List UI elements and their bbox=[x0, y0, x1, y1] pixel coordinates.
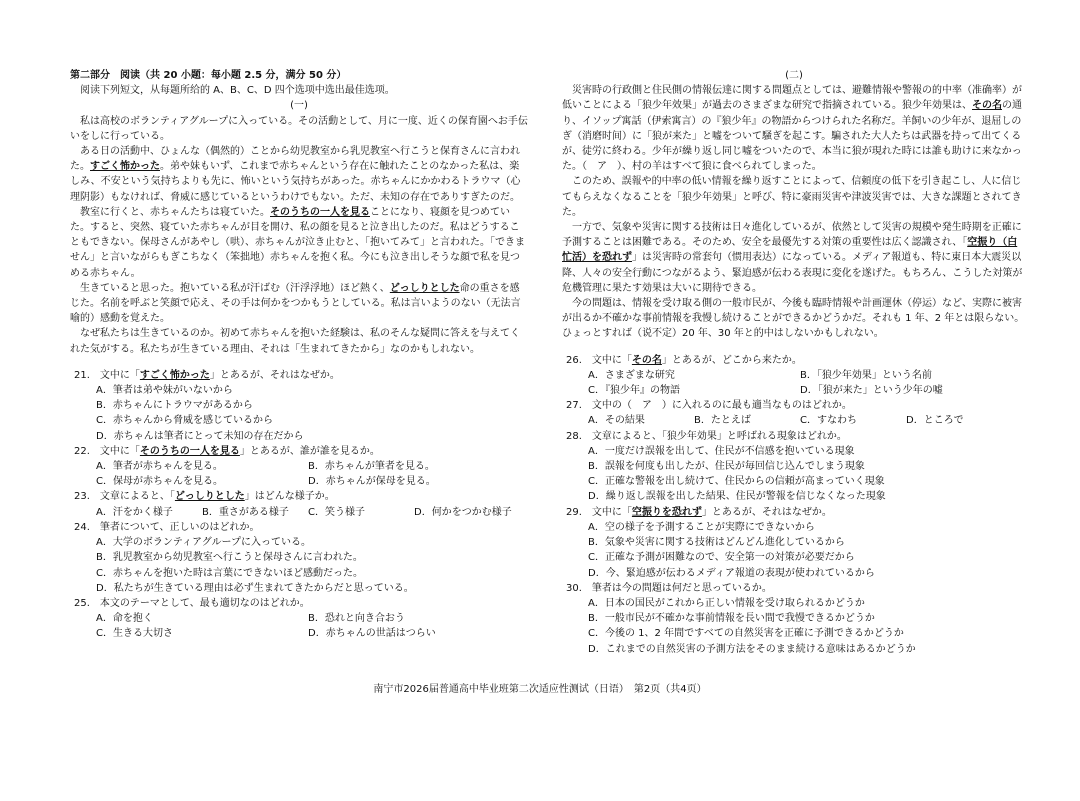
question-30 bbox=[562, 581, 1026, 657]
question-stem bbox=[562, 505, 1026, 520]
option-d: D．今、緊迫感が伝わるメディア報道の表現が使われているから bbox=[588, 567, 875, 579]
option-a: A．大学のボランティアグループに入っている。 bbox=[96, 537, 311, 549]
section-title: 第二部分 阅读（共 20 小题：每小题 2.5 分，满分 50 分） bbox=[70, 70, 347, 81]
text: 26. 文中に「 bbox=[566, 354, 632, 366]
text: ことになり、寝顔を見つめていた。すると、突然、寝ていた赤ちゃんが目を開け、私の顔を見ると泣き出したのだ。私はどうすることもできない。保母さんがあやし（哄）、赤ちゃんが泣き止むと、「抱いてみて」と言われた。「できません」と言いながらもぎこちなく（笨拙地）赤ちゃんを抱く私。今にも泣き出しそうな顔で私を見つめる赤ちゃん。 bbox=[70, 206, 525, 279]
option-a: A．一度だけ誤報を出して、住民が不信感を抱いている現象 bbox=[588, 445, 855, 457]
text: 」はどんな様子か。 bbox=[244, 491, 335, 503]
question-stem bbox=[70, 489, 528, 504]
option-b: B．気象や災害に関する技術はどんどん進化しているから bbox=[588, 537, 845, 549]
option-b: B．赤ちゃんが筆者を見る。 bbox=[308, 461, 435, 473]
question-stem: 24. 筆者について、正しいのはどれか。 bbox=[74, 521, 260, 533]
option-d: D．赤ちゃんは筆者にとって未知の存在だから bbox=[96, 430, 304, 442]
option-row bbox=[70, 611, 528, 626]
option-d: D．繰り返し誤報を出した結果、住民が警報を信じなくなった現象 bbox=[588, 491, 886, 503]
option-c: C．保母が赤ちゃんを見る。 bbox=[96, 476, 223, 488]
option-d: D．赤ちゃんの世話はつらい bbox=[308, 628, 436, 640]
left-column bbox=[70, 68, 528, 642]
option-row bbox=[562, 413, 1026, 428]
right-column bbox=[562, 68, 1026, 657]
text: 」とあるが、誰が誰を見るか。 bbox=[239, 445, 380, 457]
option-b: B．誤報を何度も出したが、住民が毎回信じ込んでしまう現象 bbox=[588, 461, 865, 473]
option-c: C．正確な警報を出し続けて、住民からの信頼が高まっていく現象 bbox=[588, 476, 885, 488]
question-29 bbox=[562, 505, 1026, 581]
passage2-paragraph-1 bbox=[562, 83, 1026, 174]
passage1-label: (一) bbox=[290, 100, 308, 112]
option-d: D．ところで bbox=[906, 415, 964, 427]
passage1-paragraph-1: 私は高校のボランティアグループに入っている。その活動として、月に一度、近くの保育園へお手伝いをしに行っている。 bbox=[70, 115, 528, 142]
question-stem bbox=[562, 353, 1026, 368]
option-row bbox=[70, 626, 528, 641]
option-a: A．日本の国民がこれから正しい情報を受け取られるかどうか bbox=[588, 597, 865, 609]
underlined-phrase: そのうちの一人を見る bbox=[139, 445, 240, 457]
option-c: C．正確な予測が困難なので、安全第一の対策が必要だから bbox=[588, 552, 855, 564]
option-b: B．恐れと向き合おう bbox=[308, 613, 405, 625]
text: 生きていると思った。抱いている私が汗ばむ（汗浮浮地）ほど熱く、 bbox=[80, 282, 390, 294]
question-25 bbox=[70, 596, 528, 642]
passage1-paragraph-5: なぜ私たちは生きているのか。初めて赤ちゃんを抱いた経験は、私のそんな疑問に答えを与えてくれた気がする。私たちが生きている理由、それは「生まれてきたから」なのかもしれない。 bbox=[70, 328, 520, 355]
option-c: C．今後の 1、2 年間ですべての自然災害を正確に予測できるかどうか bbox=[588, 628, 904, 640]
option-d: D．赤ちゃんが保母を見る。 bbox=[308, 476, 436, 488]
option-a: A．その結果 bbox=[588, 415, 645, 427]
underlined-phrase: その名 bbox=[972, 100, 1002, 112]
passage1-paragraph-4 bbox=[70, 281, 528, 327]
option-c: C．生きる大切さ bbox=[96, 628, 173, 640]
instructions: 阅读下列短文，从每题所给的 A、B、C、D 四个选项中选出最佳选项。 bbox=[80, 85, 395, 97]
passage2-paragraph-3 bbox=[562, 220, 1026, 296]
text: 命の重さを感じた。名前を呼ぶと笑顔で応え、その手は何かをつかもうとしている。私は言いようのない（无法言喻的）感動を覚えた。 bbox=[70, 282, 521, 325]
underlined-phrase: 空振り（白忙活）を恐れず bbox=[562, 237, 1018, 264]
passage2-label: (二) bbox=[785, 70, 803, 81]
option-a: A．筆者は弟や妹がいないから bbox=[96, 385, 233, 397]
option-a: A．空の様子を予測することが実際にできないから bbox=[588, 521, 815, 533]
text: 」は災害時の常套句（惯用表达）になっている。メディア報道も、特に東日本大震災以降、人々の安全行動につながるよう、緊迫感が伝わる表現に変化を遂げた。もちろん、こうした対策が危機管理に果たす効果は大いに期待できる。 bbox=[562, 252, 1023, 294]
option-d: D．これまでの自然災害の予測方法をそのまま続ける意味はあるかどうか bbox=[588, 643, 916, 655]
option-c: C．笑う様子 bbox=[308, 506, 365, 518]
option-b: B．「狼少年効果」という名前 bbox=[800, 369, 932, 381]
option-b: B．たとえば bbox=[694, 415, 751, 427]
option-b: B．重さがある様子 bbox=[202, 506, 289, 518]
text: 21. 文中に「 bbox=[74, 369, 140, 381]
option-row bbox=[70, 459, 528, 474]
text: 」とあるが、それはなぜか。 bbox=[209, 369, 340, 381]
question-stem bbox=[70, 444, 528, 459]
passage2-paragraph-4: 今の問題は、情報を受け取る側の一般市民が、今後も臨時情報や計画運休（停运）など、実際に被害が出るか不確かな事前情報を我慢し続けることができるかどうかだ。それも 1 年、2 年とは限らない。ひょっとすれば（说不定）20 年、30 年と的中はしないかもしれない。 bbox=[562, 298, 1025, 340]
option-a: A．筆者が赤ちゃんを見る。 bbox=[96, 461, 223, 473]
option-row bbox=[562, 368, 1026, 383]
question-24 bbox=[70, 520, 528, 596]
passage2-paragraph-2: このため、誤報や的中率の低い情報を繰り返すことによって、信頼度の低下を引き起こし、人に信じてもらえなくなることを「狼少年効果」と呼び、特に豪雨災害や津波災害では、大きな課題とされてきた。 bbox=[562, 176, 1022, 218]
option-c: C．赤ちゃんから脅威を感じているから bbox=[96, 415, 273, 427]
underlined-phrase: 空振りを恐れず bbox=[631, 506, 702, 518]
option-c: C．赤ちゃんを抱いた時は言葉にできないほど感動だった。 bbox=[96, 567, 363, 579]
text: 。弟や妹もいず、これまで赤ちゃんという存在に触れたことのなかった私は、楽しみ、不安という気持ちよりも先に、怖いという気持ちがあった。赤ちゃんにかかわるトラウマ（心理阴影）もなければ、脅威に感じているというわけでもない。ただ、未知の存在でありすぎたのだ。 bbox=[70, 161, 521, 203]
question-22 bbox=[70, 444, 528, 490]
question-stem: 27. 文中の（ ア ）に入れるのに最も適当なものはどれか。 bbox=[566, 400, 852, 412]
option-c: C．『狼少年』の物語 bbox=[588, 385, 680, 397]
passage1-paragraph-2 bbox=[70, 144, 528, 205]
underlined-phrase: そのうちの一人を見る bbox=[270, 206, 370, 218]
text: 」とあるが、それはなぜか。 bbox=[701, 506, 832, 518]
option-a: A．汗をかく様子 bbox=[96, 506, 173, 518]
underlined-phrase: その名 bbox=[631, 354, 662, 366]
underlined-phrase: どっしりとした bbox=[389, 282, 460, 294]
option-row bbox=[70, 505, 528, 520]
question-stem: 28. 文章によると、「狼少年効果」と呼ばれる現象はどれか。 bbox=[566, 430, 847, 442]
text: 災害時の行政側と住民側の情報伝達に関する問題点としては、避難情報や警報の的中率（准确率）が低いことによる「狼少年效果」が過去のさまざまな研究で指摘されている。狼少年効果は、 bbox=[562, 85, 1022, 112]
question-stem: 25. 本文のテーマとして、最も適切なのはどれか。 bbox=[74, 597, 310, 609]
question-stem bbox=[70, 368, 528, 383]
underlined-phrase: すごく怖かった bbox=[90, 161, 160, 173]
option-d: D．私たちが生きている理由は必ず生まれてきたからだと思っている。 bbox=[96, 582, 414, 594]
question-stem: 30. 筆者は今の問題は何だと思っているか。 bbox=[566, 582, 772, 594]
text: 教室に行くと、赤ちゃんたちは寝ていた。 bbox=[80, 206, 270, 218]
text: ある日の活動中、ひょんな（偶然的）ことから幼児教室から乳児教室へ行こうと保育さんに言われた。 bbox=[70, 146, 520, 173]
question-21 bbox=[70, 368, 528, 444]
option-b: B．赤ちゃんにトラウマがあるから bbox=[96, 400, 253, 412]
question-28 bbox=[562, 429, 1026, 505]
text: 」とあるが、どこから来たか。 bbox=[661, 354, 802, 366]
text: 一方で、気象や災害に関する技術は日々進化しているが、依然として災害の規模や発生時期を正確に予測することは困難である。そのため、安全を最優先する対策の重要性は広く認識され、「 bbox=[562, 222, 1022, 249]
option-b: B．一般市民が不確かな事前情報を長い間で我慢できるかどうか bbox=[588, 613, 875, 625]
underlined-phrase: すごく怖かった bbox=[139, 369, 210, 381]
underlined-phrase: どっしりとした bbox=[174, 491, 245, 503]
option-a: A．命を抱く bbox=[96, 613, 153, 625]
option-row bbox=[562, 383, 1026, 398]
question-27 bbox=[562, 398, 1026, 428]
option-b: B．乳児教室から幼児教室へ行こうと保母さんに言われた。 bbox=[96, 552, 363, 564]
option-c: C．すなわち bbox=[800, 415, 857, 427]
text: 23. 文章によると、「 bbox=[74, 491, 175, 503]
option-d: D．何かをつかむ様子 bbox=[414, 506, 512, 518]
option-a: A．さまざまな研究 bbox=[588, 369, 675, 381]
page-footer: 南宁市2026届普通高中毕业班第二次适应性测试（日语） 第2页（共4页） bbox=[373, 684, 707, 695]
question-23 bbox=[70, 489, 528, 519]
passage1-paragraph-3 bbox=[70, 205, 528, 281]
text: 22. 文中に「 bbox=[74, 445, 140, 457]
question-26 bbox=[562, 353, 1026, 399]
text: 29. 文中に「 bbox=[566, 506, 632, 518]
text: の通り、イソップ寓話（伊索寓言）の『狼少年』の物語からつけられた名称だ。羊飼いの少年が、退屈しのぎ（消磨时间）に「狼が来た」と嘘をついて騒ぎを起こす。騙された大人たちは武器を持って出てくるが、徒労に終わる。少年が繰り返し同じ嘘をついたので、本当に狼が現れた時には誰も助けに来なかった。（ ア ）、村の羊はすべて狼に食べられてしまった。 bbox=[562, 100, 1022, 173]
option-row bbox=[70, 474, 528, 489]
option-d: D．「狼が来た」という少年の嘘 bbox=[800, 385, 943, 397]
